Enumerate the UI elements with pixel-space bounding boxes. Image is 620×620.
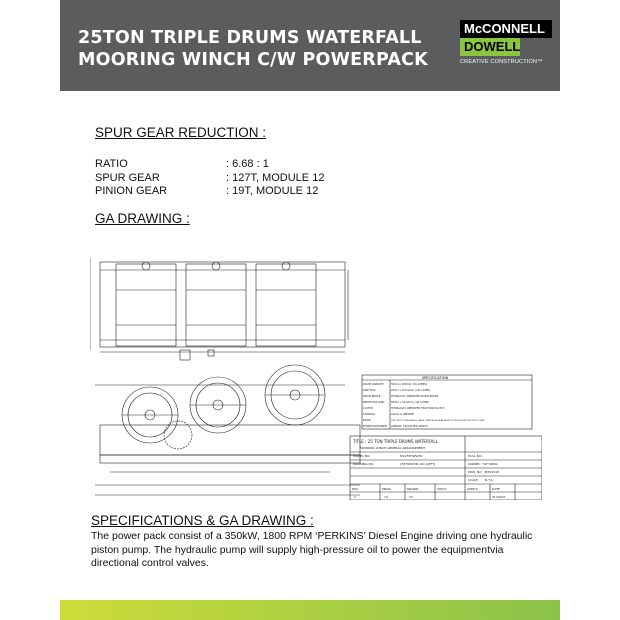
spec-row — [95, 158, 324, 172]
model-value: MC25THWW3D — [400, 454, 423, 458]
rev-value: YU — [409, 495, 414, 499]
proj-label: PROJ. NO : JB700418 — [468, 470, 499, 474]
ga-drawing-heading: GA DRAWING : — [95, 211, 190, 226]
rev-value: 2 — [354, 495, 356, 499]
spec-label: PINION GEAR — [95, 185, 168, 197]
spec-row-value: HYDRAULIC OPERATED FRICTION CLUTCH — [391, 407, 445, 410]
spec-row-label: CONTROL — [363, 413, 376, 416]
spec-row-label: LINE PULL — [363, 389, 376, 392]
title-line-1: 25TON TRIPLE DRUMS WATERFALL — [78, 28, 422, 48]
spur-gear-heading: SPUR GEAR REDUCTION : — [95, 125, 267, 140]
spec-value: : 19T, MODULE 12 — [226, 185, 319, 197]
model-label: MODEL NO: — [353, 454, 371, 458]
spec-row — [95, 185, 324, 199]
rev-label: REV. — [352, 487, 359, 491]
owner-label: OWNER : TAT HONG — [468, 462, 498, 466]
rev-value: YU — [384, 495, 389, 499]
scale-value: N.T.S. — [485, 478, 494, 482]
spec-row-label: CLUTCH — [363, 407, 374, 410]
title-line-2: MOORING WINCH C/W POWERPACK — [78, 50, 428, 70]
spec-row-label: BRAKE HOLDING — [363, 401, 385, 404]
drawing-label: DRAWING NO: — [353, 462, 375, 466]
page-title — [78, 27, 428, 71]
elevation-view — [95, 365, 360, 495]
plan-view — [90, 258, 348, 360]
scale-label: SCALE: — [468, 478, 479, 482]
logo-line-2: DOWELL — [460, 38, 520, 56]
spur-gear-specs — [95, 158, 324, 199]
rev-label: DATE — [492, 487, 500, 491]
spec-row — [95, 172, 324, 186]
rev-label: DRAWN — [407, 487, 419, 491]
footer-bar — [60, 600, 560, 620]
logo-line-1: McCONNELL — [460, 20, 552, 38]
spec-row-label: DRUM CAPACITY — [363, 383, 385, 386]
title-block-title: TITLE : 25 TON TRIPLE DRUMS WATERFALL — [353, 439, 438, 444]
spec-row-value: LOCAL & REMOTE — [391, 413, 415, 416]
header-banner — [60, 0, 560, 91]
spec-label: SPUR GEAR — [95, 171, 160, 184]
logo-tagline: CREATIVE CONSTRUCTION™ — [460, 59, 543, 65]
rev-value: 01/04/07 — [492, 495, 506, 499]
rev-label: ENGR. — [382, 487, 392, 491]
drawing-value: 25THWW3D-100 (LEFT) — [400, 462, 436, 466]
rev-label: CHK'D — [437, 487, 447, 491]
spec-value: : 6.68 : 1 — [226, 158, 269, 170]
spec-row-value: HYDRAULIC OPERATED BAND BRAKE — [391, 395, 439, 398]
spec-row-value: 50Ton x 15m/min (1st LAYER) — [391, 401, 430, 404]
spec-row-label: DRIVE — [363, 419, 371, 422]
title-block-subtitle: MOORING WINCH GENERAL ARRANGEMENT — [360, 446, 426, 450]
description-text: The power pack consist of a 350kW, 1800 RPM ‘PERKINS’ Diesel Engine driving one hydraulic piston pump. The hydraulic pump will supply high-pressure oil to power the equipmentvia directional control valves. — [91, 530, 533, 569]
spec-label: RATIO — [95, 158, 128, 170]
spec-row-label: DRUM BRAKE — [363, 395, 381, 398]
spec-table-title: SPECIFICATION — [421, 376, 449, 380]
spec-value: : 127T, MODULE 12 — [226, 171, 325, 184]
specifications-heading: SPECIFICATIONS & GA DRAWING : — [91, 513, 314, 528]
hull-label: HULL NO : — [468, 454, 484, 458]
spec-row-value: APPROX. 145kW PER WINCH — [391, 425, 428, 428]
spec-row-value: 25Ton x 9.0m/min (1st LAYER) — [391, 389, 431, 392]
spec-row-value: HYD. MOTOR VIA SINGLE STAGE OPEN SPUR GEAR REDUCTION WITH PROTECTION COVER — [391, 420, 485, 422]
rev-label: APPR'D — [467, 487, 478, 491]
spec-row-value: 500m x Ø34mm (8 LAYERS) — [391, 383, 428, 386]
ga-drawing — [90, 250, 542, 500]
company-logo — [460, 20, 552, 65]
spec-row-label: POWER REQUIRED — [363, 425, 388, 428]
